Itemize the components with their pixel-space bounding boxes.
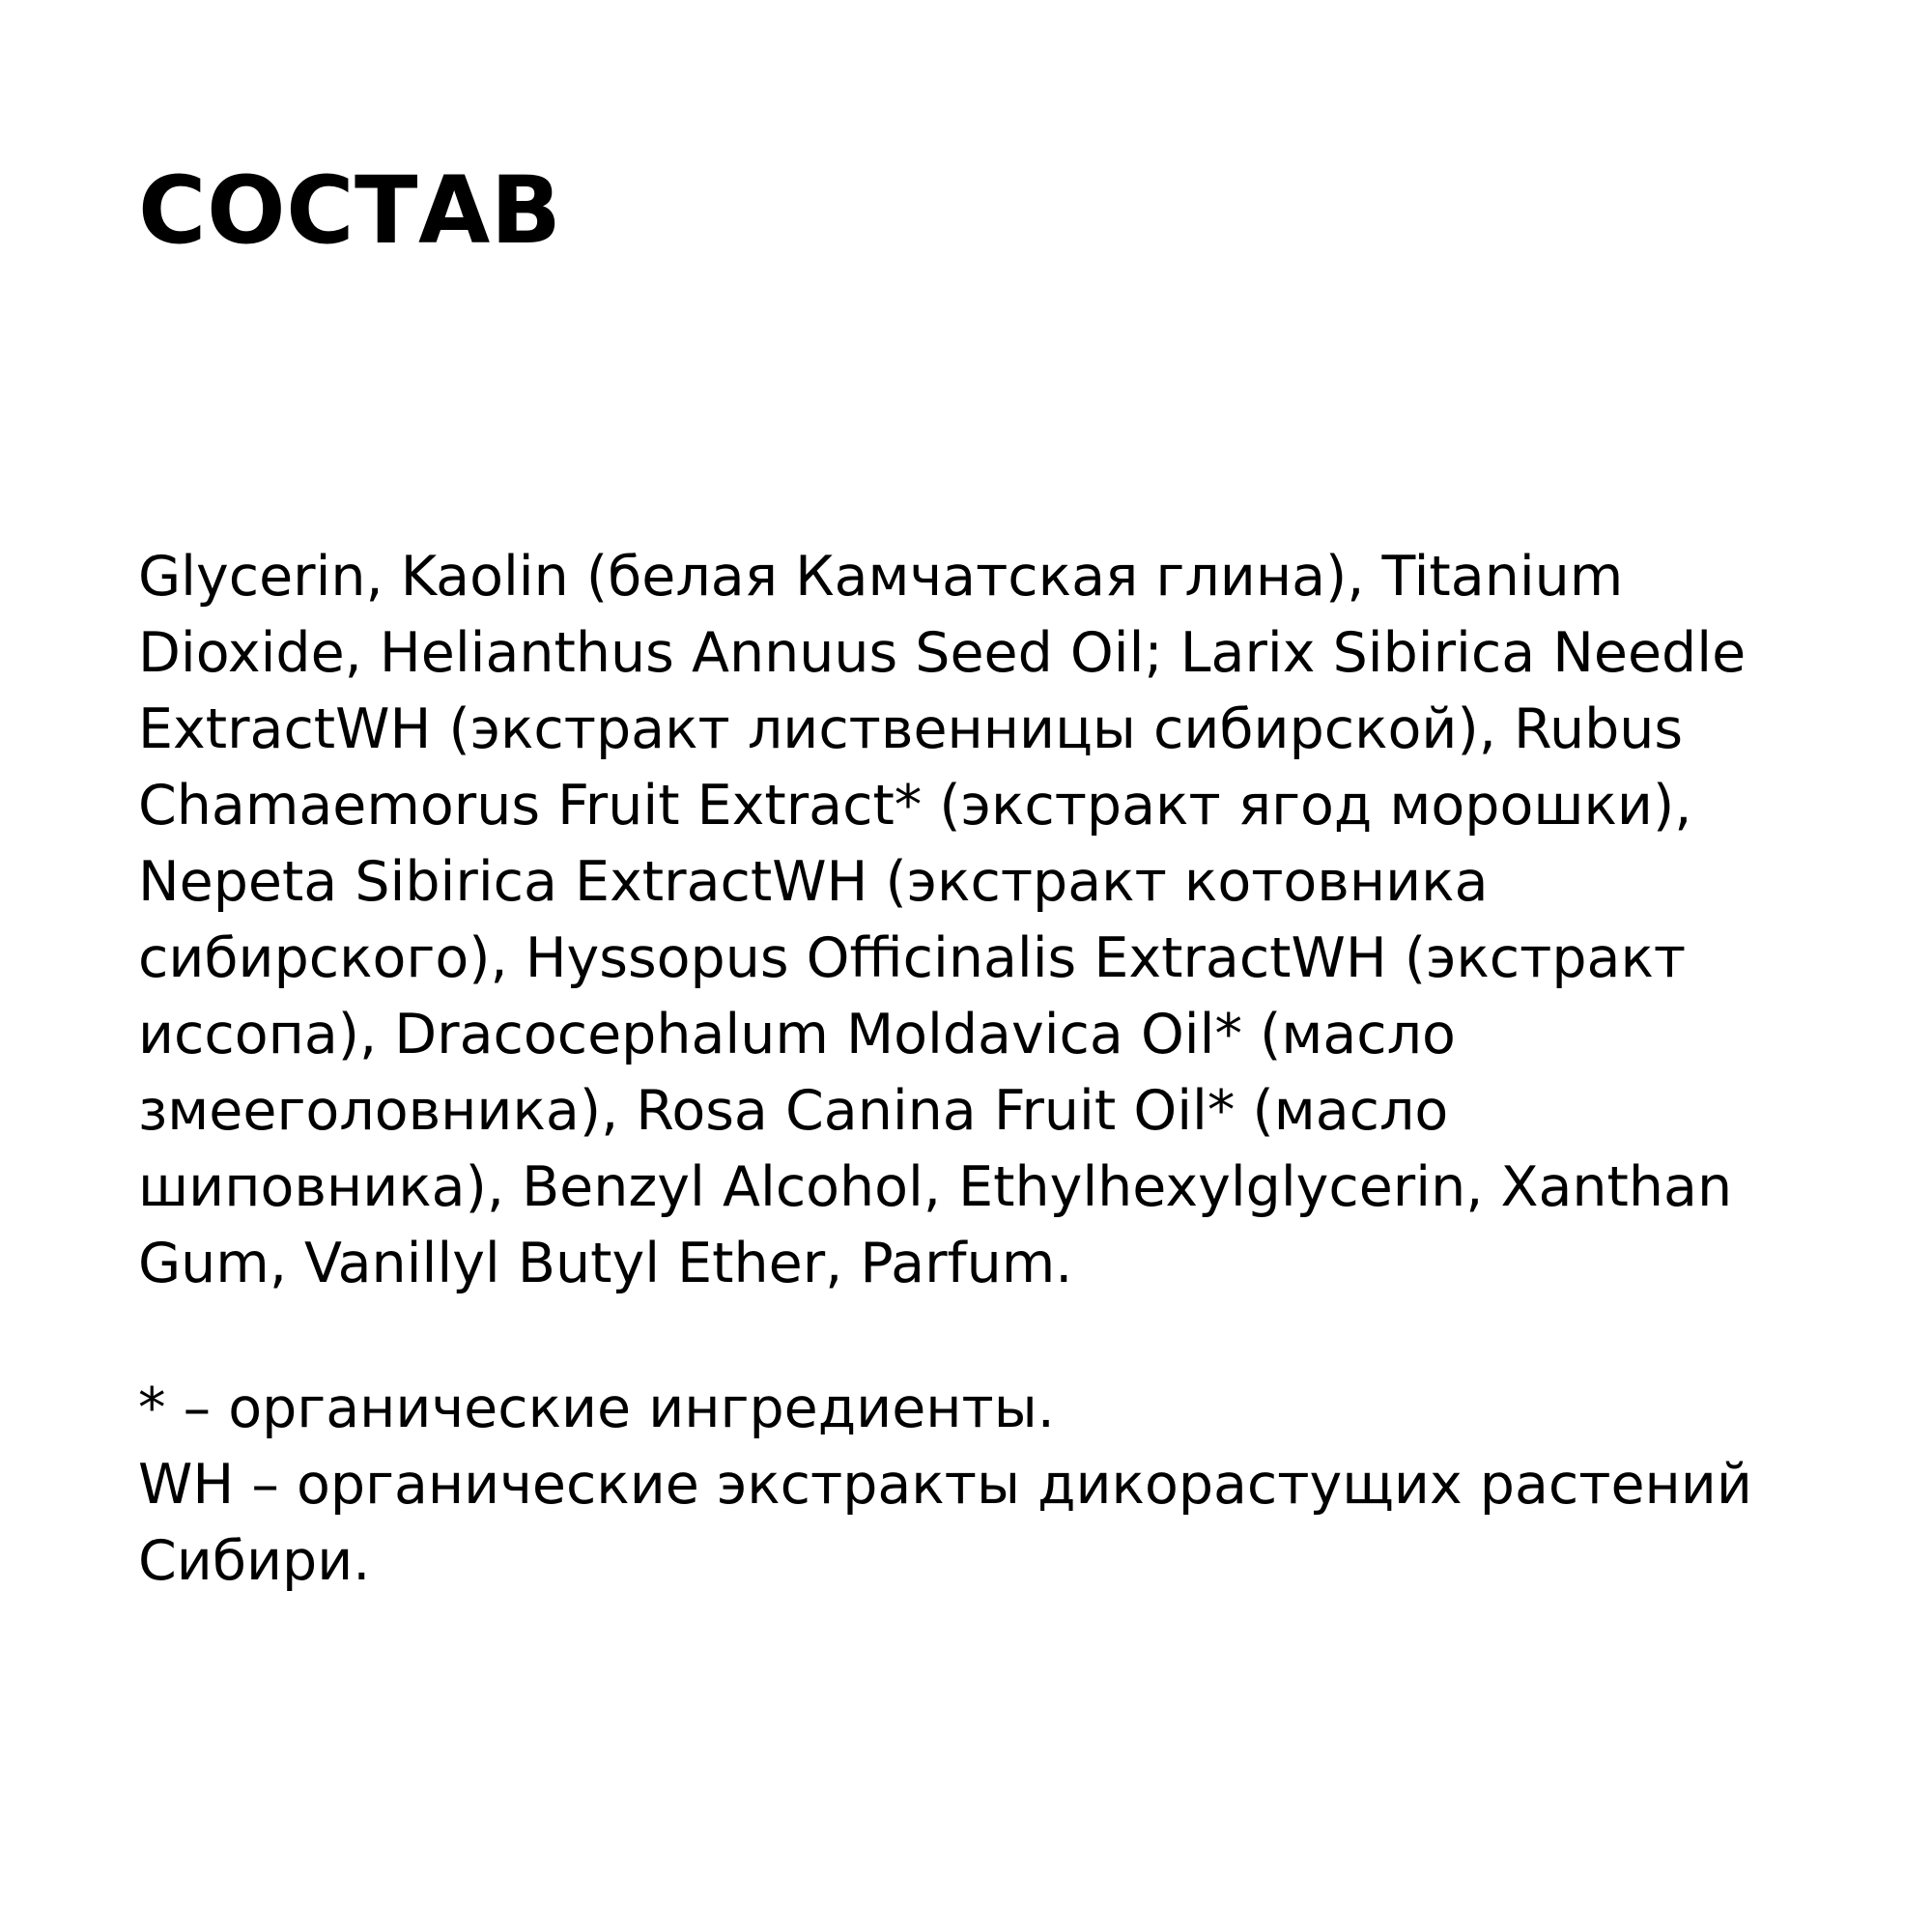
footnote-wh-continued: Сибири. — [138, 1529, 371, 1593]
ingredients-line: сибирского), Hyssopus Officinalis ExtractWH (экстракт — [138, 926, 1687, 990]
footnote-wh: WH – органические экстракты дикорастущих растений — [138, 1453, 1752, 1517]
ingredients-line: Nepeta Sibirica ExtractWH (экстракт котовника — [138, 850, 1489, 914]
ingredients-line: Glycerin, Kaolin (белая Камчатская глина), Titanium — [138, 545, 1624, 609]
footnotes — [138, 1371, 1800, 1600]
page-title: СОСТАВ — [138, 156, 562, 265]
ingredients-line: змееголовника), Rosa Canina Fruit Oil* (масло — [138, 1079, 1449, 1143]
ingredients-line: Gum, Vanillyl Butyl Ether, Parfum. — [138, 1232, 1073, 1295]
ingredients-line: Dioxide, Helianthus Annuus Seed Oil; Larix Sibirica Needle — [138, 621, 1747, 685]
footnote-organic: * – органические ингредиенты. — [138, 1377, 1055, 1440]
ingredients-line: ExtractWH (экстракт лиственницы сибирской), Rubus — [138, 697, 1684, 761]
ingredients-line: шиповника), Benzyl Alcohol, Ethylhexylglycerin, Xanthan — [138, 1155, 1733, 1219]
ingredients-line: иссопа), Dracocephalum Moldavica Oil* (масло — [138, 1003, 1456, 1066]
ingredients-list — [138, 539, 1800, 1302]
ingredients-line: Chamaemorus Fruit Extract* (экстракт ягод морошки), — [138, 774, 1692, 838]
